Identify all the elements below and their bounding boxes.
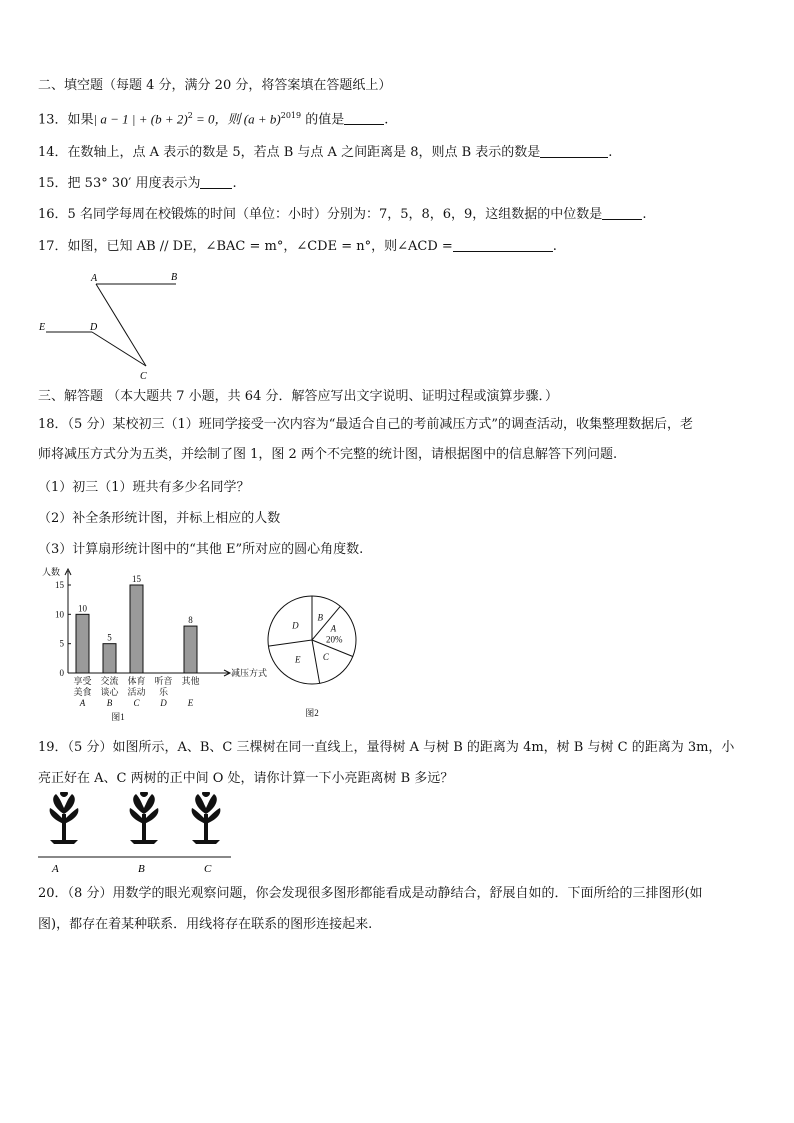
question-18-line-1: 18．（5 分）某校初三（1）班同学接受一次内容为“最适合自己的考前减压方式”的调查活动，收集整理数据后，老 — [38, 417, 694, 432]
bar — [130, 585, 143, 673]
question-18-sub-3: （3）计算扇形统计图中的“其他 E”所对应的圆心角度数. — [38, 542, 364, 557]
category-label: 其他 — [181, 676, 200, 686]
q13-expr1: | a − 1 | + (b + 2) — [93, 111, 188, 127]
category-label: 美食 — [73, 687, 92, 697]
y-tick-label: 0 — [59, 668, 64, 678]
q17-text: 17．如图，已知 AB // DE，∠BAC = m°，∠CDE = n°，则∠ACD = — [38, 239, 453, 254]
bar-chart-bars — [76, 585, 197, 673]
question-15 — [38, 175, 237, 193]
bar-value-label: 15 — [132, 574, 141, 584]
q14-text: 14．在数轴上，点 A 表示的数是 5，若点 B 与点 A 之间距离是 8，则点 B 表示的数是 — [38, 145, 541, 160]
answer-blank — [540, 144, 608, 158]
category-letter: C — [133, 698, 140, 708]
category-label: 谈心 — [100, 687, 119, 697]
section-2-heading: 二、填空题（每题 4 分，满分 20 分，将答案填在答题纸上） — [38, 78, 392, 93]
category-letter: D — [160, 698, 167, 708]
figure-1-caption: 图1 — [111, 712, 125, 722]
y-tick-label: 5 — [59, 638, 64, 649]
tree-label-c: C — [204, 863, 212, 875]
q14-end: . — [608, 145, 613, 160]
segment-ac — [96, 284, 146, 366]
y-axis-label: 人数 — [42, 567, 61, 577]
q13-post: 的值是 — [301, 112, 345, 128]
pie-percent-label: 20% — [325, 634, 343, 645]
q13-sup2: 2019 — [280, 111, 302, 120]
tree-label-b: B — [138, 863, 145, 875]
pie-slice-label: D — [292, 620, 299, 631]
q17-figure — [36, 266, 196, 384]
label-d: D — [90, 322, 98, 333]
q15-text: 15．把 53° 30′ 用度表示为 — [38, 176, 201, 191]
q15-end: . — [232, 176, 237, 191]
bar — [184, 626, 197, 673]
question-13 — [38, 107, 388, 129]
figure-2-caption: 图2 — [305, 708, 319, 718]
tree-c-icon — [192, 792, 221, 844]
bar-chart-figure-1 — [38, 565, 268, 725]
pie-chart-figure-2 — [262, 590, 372, 720]
label-b: B — [171, 272, 178, 283]
q16-text: 16．5 名同学每周在校锻炼的时间（单位：小时）分别为：7，5，8，6，9，这组数据的中位数是 — [38, 207, 603, 222]
answer-blank — [453, 238, 553, 252]
question-19-line-1: 19．（5 分）如图所示，A、B、C 三棵树在同一直线上，量得树 A 与树 B 的距离为 4m，树 B 与树 C 的距离为 3m，小 — [38, 740, 735, 755]
answer-blank — [200, 175, 232, 189]
category-letter: B — [106, 698, 113, 708]
question-19-line-2: 亮正好在 A、C 两树的正中间 O 处，请你计算一下小亮距离树 B 多远？ — [38, 771, 454, 786]
question-18-line-2: 师将减压方式分为五类，并绘制了图 1，图 2 两个不完整的统计图，请根据图中的信息解答下列问题. — [38, 447, 618, 462]
label-a: A — [91, 273, 98, 284]
q13-number: 13． — [38, 112, 68, 128]
bar — [103, 644, 116, 673]
bar-chart-axes — [65, 569, 230, 676]
tree-a-icon — [50, 792, 79, 844]
question-18-sub-2: （2）补全条形统计图，并标上相应的人数 — [38, 511, 281, 526]
segment-dc — [92, 332, 146, 366]
pie-chart-sectors — [268, 596, 356, 718]
question-18-sub-1: （1）初三（1）班共有多少名同学？ — [38, 480, 250, 495]
question-14 — [38, 144, 612, 162]
category-label: 乐 — [158, 687, 169, 697]
q13-pre: 如果 — [67, 112, 94, 128]
category-letter: A — [79, 698, 86, 708]
pie-slice-label: C — [322, 652, 329, 663]
y-tick-label: 15 — [55, 580, 64, 590]
question-17 — [38, 238, 557, 256]
bar — [76, 614, 89, 673]
answer-blank — [344, 111, 384, 125]
q13-end: . — [384, 112, 389, 128]
category-label: 听音 — [154, 676, 173, 686]
bar-value-label: 8 — [188, 615, 193, 626]
pie-slice-label: A — [330, 623, 337, 634]
section-3-heading: 三、解答题 （本大题共 7 小题，共 64 分．解答应写出文字说明、证明过程或演算步骤．） — [38, 389, 558, 404]
tree-b-icon — [130, 792, 159, 844]
category-label: 享受 — [73, 676, 92, 686]
pie-slice-label: B — [317, 612, 324, 623]
question-20-line-1: 20．（8 分）用数学的眼光观察问题，你会发现很多图形都能看成是动静结合，舒展自如的．下面所给的三排图形(如 — [38, 886, 703, 901]
q13-expr2: = 0，则 (a + b) — [192, 111, 281, 127]
category-label: 体育 — [127, 676, 146, 686]
label-e: E — [39, 322, 46, 333]
category-letter: E — [187, 698, 194, 708]
pie-slice-label: E — [295, 654, 301, 665]
answer-blank — [602, 206, 642, 220]
category-label: 交流 — [100, 676, 119, 686]
tree-label-a: A — [52, 863, 59, 875]
q13-sup1: 2 — [187, 111, 193, 120]
q19-trees-figure — [36, 792, 236, 877]
q17-end: . — [552, 239, 557, 254]
x-axis-label: 减压方式 — [231, 668, 268, 678]
bar-value-label: 5 — [107, 632, 112, 643]
category-label: 活动 — [127, 687, 146, 697]
question-16 — [38, 206, 646, 224]
bar-value-label: 10 — [78, 603, 87, 614]
q16-end: . — [642, 207, 647, 222]
y-tick-label: 10 — [55, 609, 64, 620]
label-c: C — [140, 371, 147, 382]
question-20-line-2: 图)，都存在着某种联系．用线将存在联系的图形连接起来. — [38, 917, 373, 932]
